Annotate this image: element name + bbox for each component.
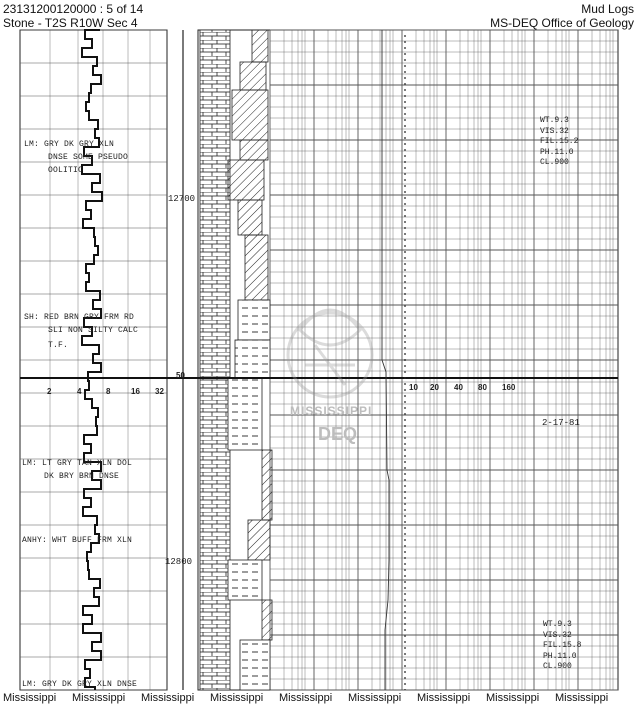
lithology-note: SLI NON SILTY CALC — [48, 326, 139, 335]
lithology-note: LM: GRY DK GRY XLN — [24, 140, 115, 149]
mud-properties-lower — [543, 620, 581, 673]
mud-prop: VIS.32 — [543, 630, 572, 640]
mud-properties-upper — [540, 116, 578, 169]
mud-prop: CL.900 — [543, 662, 572, 671]
right-scale-tick: 10 — [409, 383, 418, 392]
footer-watermark: Mississippi — [210, 692, 264, 704]
footer-watermark: Mississippi — [417, 692, 471, 704]
right-scale-tick: 40 — [454, 383, 463, 392]
lithology-note: OOLITIC — [48, 166, 84, 175]
left-scale-tick: 2 — [47, 387, 52, 396]
left-scale-tick: 32 — [155, 387, 164, 396]
right-scale-tick: 20 — [430, 383, 439, 392]
mud-prop: WT.9.3 — [543, 620, 572, 629]
mud-prop: FIL.15.8 — [543, 641, 582, 650]
left-scale-tick: 8 — [106, 387, 111, 396]
mud-prop: WT.9.3 — [540, 116, 569, 125]
doc-type: Mud Logs — [581, 2, 634, 16]
footer-watermark: Mississippi — [486, 692, 540, 704]
depth-label-lower: 12800 — [165, 557, 193, 567]
lithology-note: T.F. — [48, 341, 69, 350]
left-scale-tick: 4 — [77, 387, 82, 396]
scale-mid-mark: 50 — [176, 371, 185, 380]
lithology-note: DNSE SOME PSEUDO — [48, 153, 129, 162]
lithology-note: LM: GRY DK GRY XLN DNSE — [22, 680, 138, 689]
lithology-note: SH: RED BRN GRY FRM RD — [24, 313, 135, 322]
right-scale-tick: 80 — [478, 383, 487, 392]
agency: MS-DEQ Office of Geology — [490, 16, 634, 30]
mud-prop: VIS.32 — [540, 126, 569, 136]
lithology-note: LM: LT GRY TAN XLN DOL — [22, 459, 133, 468]
mud-prop: PH.11.0 — [543, 651, 577, 661]
well-id-page: 23131200120000 : 5 of 14 — [3, 2, 144, 16]
mud-prop: FIL.15.2 — [540, 137, 579, 146]
footer-watermark: Mississippi — [555, 692, 609, 704]
watermark-line1: MISSISSIPPI — [290, 404, 373, 418]
lithology-note: DK BRY BRN DNSE — [44, 472, 120, 481]
footer-watermark: Mississippi — [279, 692, 333, 704]
depth-label-upper: 12700 — [168, 194, 196, 204]
footer-watermark: Mississippi — [72, 692, 126, 704]
watermark-line2: DEQ — [318, 424, 358, 444]
mud-prop: CL.900 — [540, 158, 569, 167]
well-location: Stone - T2S R10W Sec 4 — [3, 16, 138, 30]
footer-watermark: Mississippi — [141, 692, 195, 704]
lithology-note: ANHY: WHT BUFF FRM XLN — [22, 536, 133, 545]
log-date: 2-17-81 — [542, 418, 580, 428]
left-scale-tick: 16 — [131, 387, 140, 396]
mud-prop: PH.11.0 — [540, 147, 574, 157]
right-scale-tick: 160 — [502, 383, 516, 392]
footer-watermark: Mississippi — [3, 692, 57, 704]
footer-watermark: Mississippi — [348, 692, 402, 704]
